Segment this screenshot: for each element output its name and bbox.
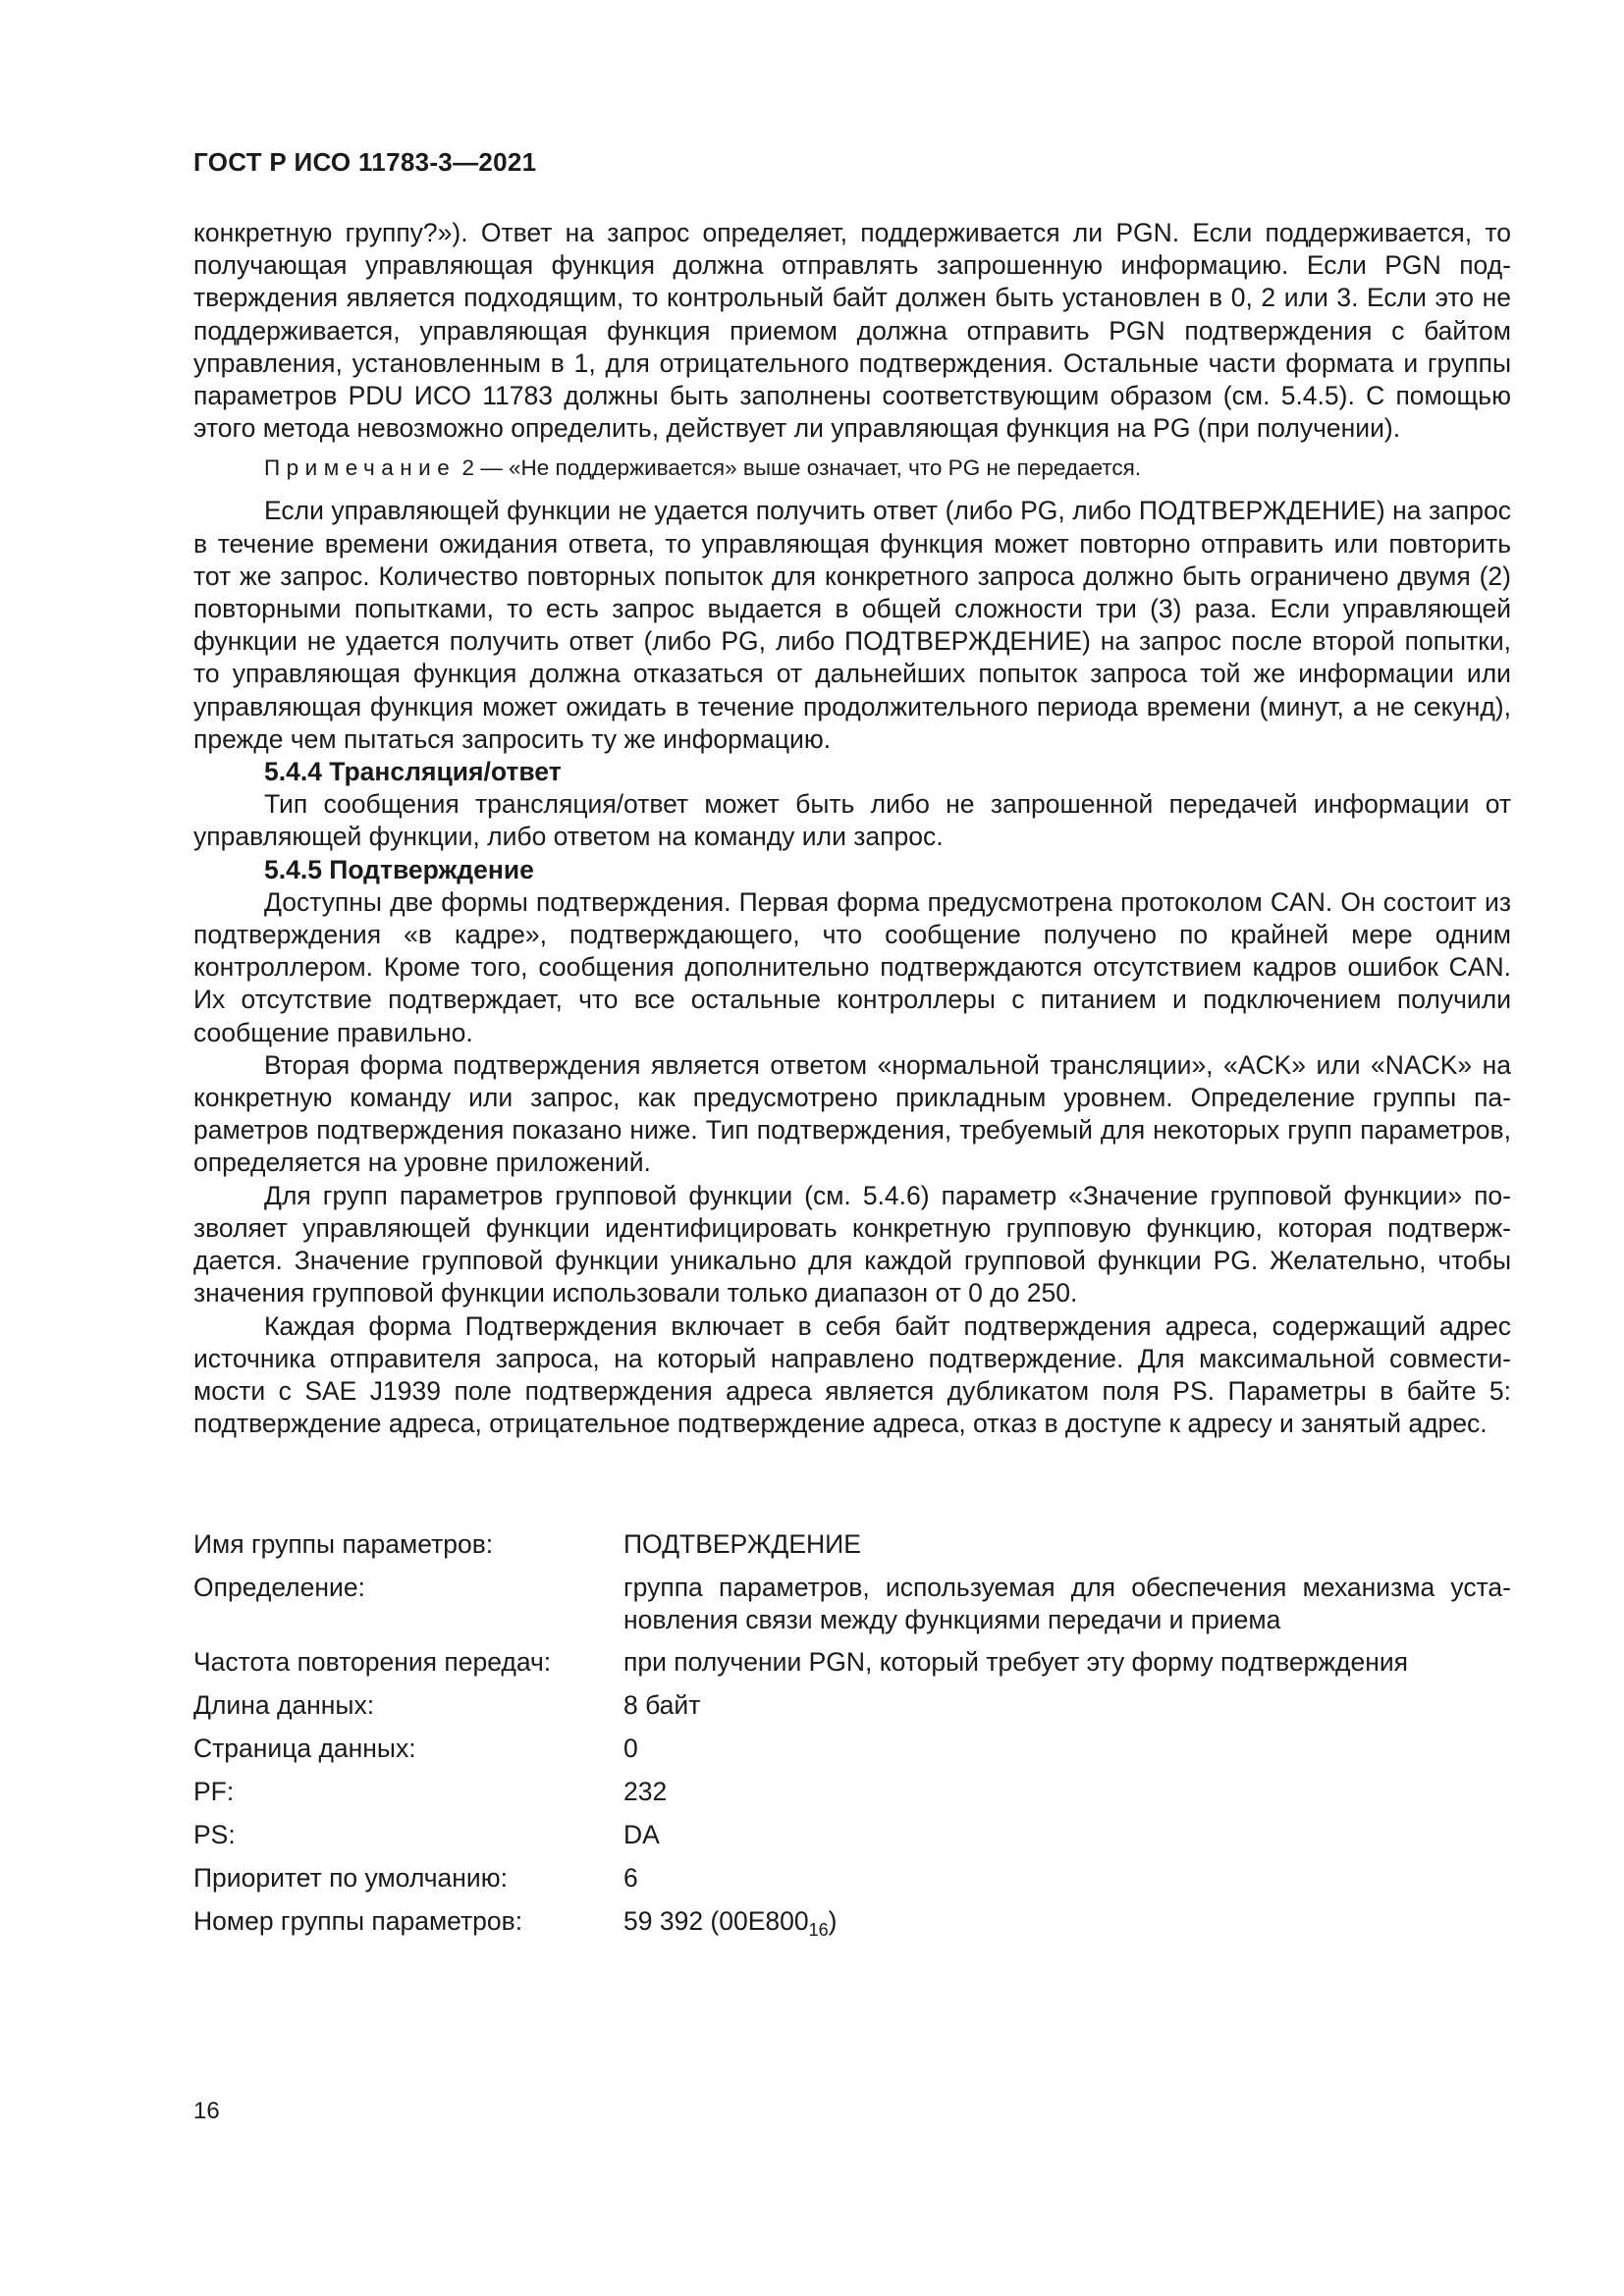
paragraph-retry: Если управляющей функции не удается получить ответ (либо PG, либо ПОДТВЕРЖДЕНИЕ) на запрос в течение времени ожидания ответа, то управляющая функция может повторно отправить или повторить тот же запрос. Количество повторных попыток для конкретного запроса должно быть ограничено двумя (2) повторными попытками, то есть запрос выдается в общей сложности три (3) раза. Если управляющей функции не удается получить ответ (либо PG, либо ПОДТВЕРЖДЕНИЕ) на запрос после второй попытки, то управляющая функция должна отказаться от дальнейших попыток запроса той же информации или управляющая функция может ожидать в течение продолжительного периода времени (минут, а не секунд), прежде чем пытаться запросить ту же информацию. [193, 496, 1511, 754]
paragraph-continuation: конкретную группу?»). Ответ на запрос определяет, поддерживается ли PGN. Если поддерживается, то получающая управляющая функция должна отправлять запрошенную информацию. Если PGN подтверждения является подходящим, то контрольный байт должен быть установлен в 0, 2 или 3. Если это не поддерживается, управляющая функция приемом должна отправить PGN подтверждения с байтом управления, установленным в 1, для отрицательного подтверждения. Остальные части формата и группы параметров PDU ИСО 11783 должны быть заполнены соответствующим образом (см. 5.4.5). С помощью этого метода невозможно определить, действует ли управляющая функция на PG (при получении). [193, 218, 1511, 444]
paragraph-ack-forms: Доступны две формы подтверждения. Первая форма предусмотрена протоколом CAN. Он состоит из подтверждения «в кадре», подтверждающего, что сообщение получено по крайней мере одним контроллером. Кроме того, сообщения дополнительно подтверждаются отсутствием кадров ошибок CAN. Их отсутствие подтверждает, что все остальные контроллеры с питанием и подключением получили сообщение правильно. [193, 886, 1511, 1047]
row-label: Имя группы параметров: [193, 1529, 494, 1559]
row-label: PS: [193, 1820, 236, 1849]
row-label: Приоритет по умолчанию: [193, 1863, 508, 1893]
document-header: ГОСТ Р ИСО 11783-3—2021 [193, 147, 537, 177]
section-heading-5-4-4: 5.4.4 Трансляция/ответ [264, 757, 562, 787]
hex-subscript: 16 [808, 1920, 829, 1940]
row-value: 6 [623, 1863, 638, 1893]
row-label: Страница данных: [193, 1734, 416, 1763]
row-value: 8 байт [623, 1690, 701, 1720]
paragraph-group-function: Для групп параметров групповой функции (см. 5.4.6) параметр «Значение групповой функции» позволяет управляющей функции идентифицировать конкретную групповую функцию, которая подтверждается. Значение групповой функции уникально для каждой групповой функции PG. Желательно, чтобы значения групповой функции использовали только диапазон от 0 до 250. [193, 1180, 1511, 1308]
table-row [193, 1528, 1511, 1572]
pgn-value: 59 392 (00E800 [623, 1906, 809, 1936]
row-value: группа параметров, используемая для обеспечения механизма установления связи между функциями передачи и приема [623, 1573, 1511, 1635]
row-value: при получении PGN, который требует эту форму подтверждения [623, 1647, 1409, 1677]
row-value: 0 [623, 1734, 638, 1763]
note-2 [193, 454, 1511, 483]
row-label: PF: [193, 1777, 235, 1806]
section-heading-5-4-5: 5.4.5 Подтверждение [264, 854, 534, 884]
table-row [193, 1689, 1511, 1733]
table-row [193, 1733, 1511, 1776]
parameter-group-table [193, 1528, 1511, 1949]
body-text [193, 217, 1511, 1440]
row-value [623, 1905, 1511, 1949]
row-label: Длина данных: [193, 1690, 375, 1720]
row-value: 232 [623, 1777, 668, 1806]
table-row [193, 1862, 1511, 1905]
paragraph-broadcast-response: Тип сообщения трансляция/ответ может быть либо не запрошенной передачей информации от управляющей функции, либо ответом на команду или запрос. [193, 789, 1511, 852]
paragraph-ack-second-form: Вторая форма подтверждения является ответом «нормальной трансляции», «ACK» или «NACK» на конкретную команду или запрос, как предусмотрено прикладным уровнем. Определение группы параметров подтверждения показано ниже. Тип подтверждения, требуемый для некоторых групп параметров, определяется на уровне приложений. [193, 1049, 1511, 1178]
page-number: 16 [193, 2098, 220, 2124]
note-label: Примечание [264, 455, 457, 481]
row-label: Определение: [193, 1573, 365, 1602]
table-row [193, 1819, 1511, 1862]
row-label: Частота повторения передач: [193, 1647, 552, 1677]
table-row [193, 1646, 1511, 1689]
pgn-value-tail: ) [828, 1906, 838, 1936]
table-row [193, 1776, 1511, 1819]
table-row [193, 1572, 1511, 1646]
row-label: Номер группы параметров: [193, 1906, 523, 1936]
note-text: 2 — «Не поддерживается» выше означает, что PG не передается. [456, 455, 1142, 481]
row-value: ПОДТВЕРЖДЕНИЕ [623, 1529, 861, 1559]
paragraph-address-ack: Каждая форма Подтверждения включает в себя байт подтверждения адреса, содержащий адрес источника отправителя запроса, на который направлено подтверждение. Для максимальной совместимости с SAE J1939 поле подтверждения адреса является дубликатом поля PS. Параметры в байте 5: подтверждение адреса, отрицательное подтверждение адреса, отказ в доступе к адресу и занятый адрес. [193, 1310, 1511, 1439]
table-row [193, 1905, 1511, 1949]
row-value: DA [623, 1820, 660, 1849]
